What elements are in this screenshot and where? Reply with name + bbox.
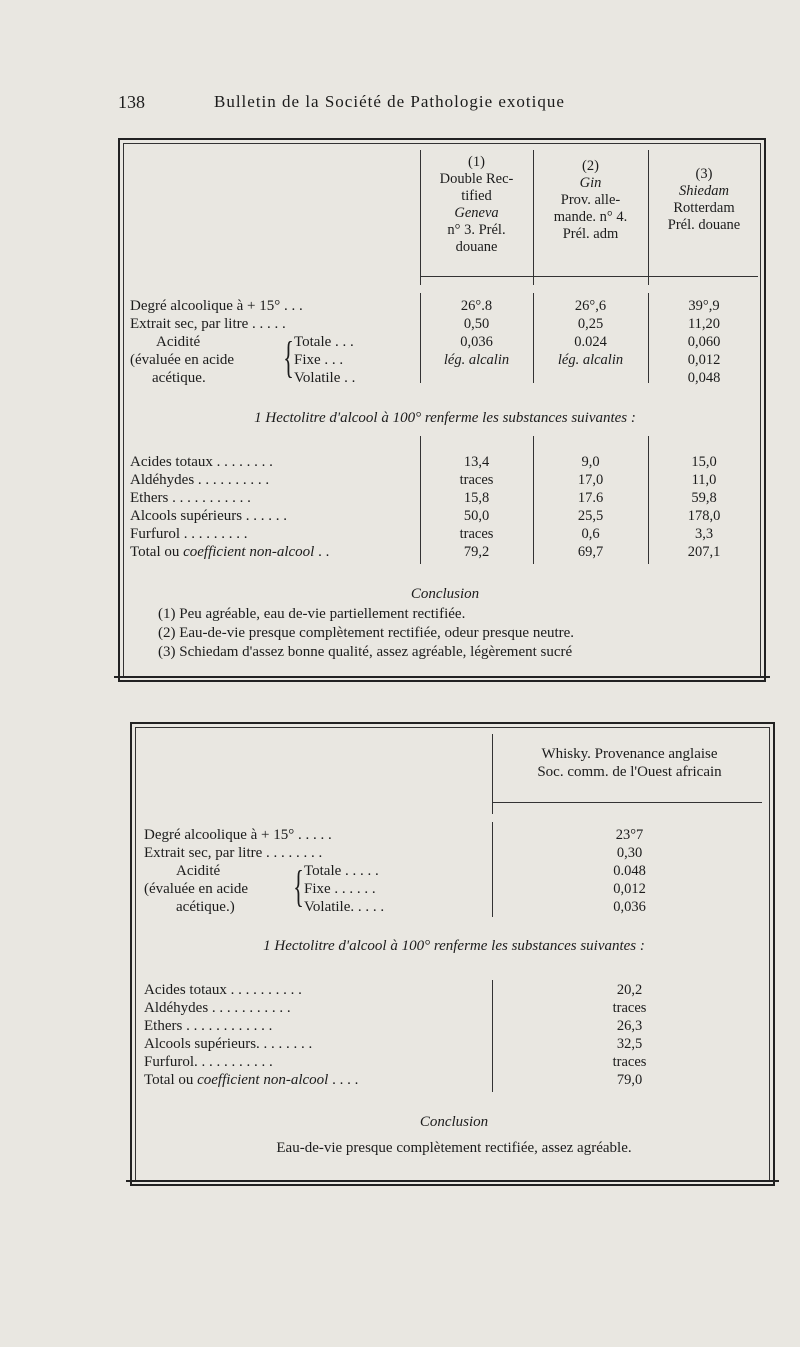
- cell: 26°.8: [460, 298, 493, 314]
- cell: 15,0: [691, 454, 717, 470]
- row-label: Alcools supérieurs. . . . . . . .: [144, 1036, 313, 1052]
- cell: 3,3: [694, 526, 714, 542]
- row-label: (évaluée en acide: [144, 881, 249, 897]
- brace: {: [283, 333, 294, 382]
- row-label: Acidité: [176, 863, 221, 879]
- table-2: [130, 722, 775, 1186]
- column-header: Soc. comm. de l'Ouest africain: [537, 764, 722, 780]
- row-label-acetique: acétique.: [152, 370, 206, 386]
- row-label: Acides totaux . . . . . . . .: [130, 454, 273, 470]
- column-header-3: (3) Shiedam Rotterdam Prél. douane: [667, 166, 741, 233]
- row-label: Furfurol . . . . . . . . .: [130, 526, 248, 542]
- cell: 17.6: [577, 490, 604, 506]
- sub-label-volatile: Volatile . .: [294, 370, 356, 386]
- cell: 20,2: [616, 982, 643, 998]
- cell: 0.048: [613, 863, 646, 879]
- cell: 0.024: [574, 334, 607, 350]
- column-header-2: (2) Gin Prov. alle- mande. n° 4. Prél. adm: [553, 158, 628, 242]
- row-label: Aldéhydes . . . . . . . . . .: [130, 472, 270, 488]
- cell: 25,5: [577, 508, 604, 524]
- cell: 69,7: [577, 544, 604, 560]
- conclusion-line: (3) Schiedam d'assez bonne qualité, assez agréable, légèrement sucré: [158, 644, 573, 660]
- cell: 0,50: [463, 316, 490, 332]
- cell: 178,0: [687, 508, 721, 524]
- cell: 0,30: [616, 845, 643, 861]
- cell: 0,036: [460, 334, 493, 350]
- row-label: Ethers . . . . . . . . . . . .: [144, 1018, 273, 1034]
- row-label: Alcools supérieurs . . . . . .: [130, 508, 288, 524]
- cell: 26,3: [616, 1018, 643, 1034]
- sub-label: Totale . . . . .: [304, 863, 379, 879]
- cell: 0,012: [613, 881, 646, 897]
- cell: 26°,6: [574, 298, 607, 314]
- cell: 50,0: [463, 508, 490, 524]
- cell: 13,4: [463, 454, 490, 470]
- cell: lég. alcalin: [443, 352, 510, 368]
- cell: 17,0: [577, 472, 604, 488]
- cell: traces: [612, 1054, 647, 1070]
- row-label-total: Total ou coefficient non-alcool . .: [130, 544, 330, 560]
- row-label: Ethers . . . . . . . . . . .: [130, 490, 251, 506]
- column-header-1: (1) Double Rec- tified Geneva n° 3. Prél. douane: [439, 154, 514, 255]
- cell: 59,8: [691, 490, 717, 506]
- conclusion-line: (1) Peu agréable, eau de-vie partiellement rectifiée.: [158, 606, 466, 622]
- cell: 23°7: [615, 827, 644, 843]
- cell: 0,036: [613, 899, 646, 915]
- row-label-total: Total ou coefficient non-alcool . . . .: [144, 1072, 359, 1088]
- row-label: Acides totaux . . . . . . . . . .: [144, 982, 302, 998]
- row-label: Degré alcoolique à + 15° . . . . .: [144, 827, 332, 843]
- row-label-acidite: Acidité: [156, 334, 201, 350]
- brace: {: [293, 862, 304, 911]
- cell: 0,060: [687, 334, 721, 350]
- cell: 207,1: [687, 544, 721, 560]
- sub-label: Fixe . . . . . .: [304, 881, 376, 897]
- conclusion-line: Eau-de-vie presque complètement rectifiée, assez agréable.: [276, 1140, 632, 1156]
- cell: 9,0: [581, 454, 600, 470]
- column-header: Whisky. Provenance anglaise: [541, 746, 718, 762]
- section-heading: 1 Hectolitre d'alcool à 100° renferme les substances suivantes :: [263, 938, 645, 954]
- cell: 0,048: [687, 370, 721, 386]
- conclusion-title: Conclusion: [410, 586, 480, 602]
- row-label: Extrait sec, par litre . . . . . . . .: [144, 845, 323, 861]
- row-label-extrait: Extrait sec, par litre . . . . .: [130, 316, 286, 332]
- cell: 0,012: [687, 352, 721, 368]
- cell: traces: [459, 526, 494, 542]
- cell: 15,8: [463, 490, 490, 506]
- cell: lég. alcalin: [557, 352, 624, 368]
- cell: 79,2: [463, 544, 490, 560]
- cell: 11,20: [687, 316, 721, 332]
- row-label: Aldéhydes . . . . . . . . . . .: [144, 1000, 291, 1016]
- row-label: Furfurol. . . . . . . . . . .: [144, 1054, 273, 1070]
- cell: 39°,9: [688, 298, 720, 314]
- row-label-evaluee: (évaluée en acide: [130, 352, 235, 368]
- page-number: 138: [118, 92, 145, 112]
- cell: 32,5: [616, 1036, 643, 1052]
- cell: 11,0: [691, 472, 717, 488]
- running-header: [0, 88, 800, 118]
- row-label: acétique.): [176, 899, 235, 915]
- cell: traces: [459, 472, 494, 488]
- cell: 0,25: [577, 316, 604, 332]
- conclusion-line: (2) Eau-de-vie presque complètement rectifiée, odeur presque neutre.: [158, 625, 575, 641]
- conclusion-title: Conclusion: [419, 1114, 489, 1130]
- row-label-degre: Degré alcoolique à + 15° . . .: [130, 298, 303, 314]
- table-1: [118, 138, 766, 682]
- sub-label-fixe: Fixe . . .: [294, 352, 344, 368]
- cell: 79,0: [616, 1072, 643, 1088]
- sub-label-totale: Totale . . .: [294, 334, 354, 350]
- cell: traces: [612, 1000, 647, 1016]
- section-heading: 1 Hectolitre d'alcool à 100° renferme les substances suivantes :: [254, 410, 636, 426]
- running-title: Bulletin de la Société de Pathologie exotique: [214, 92, 565, 111]
- cell: 0,6: [581, 526, 600, 542]
- sub-label: Volatile. . . . .: [304, 899, 385, 915]
